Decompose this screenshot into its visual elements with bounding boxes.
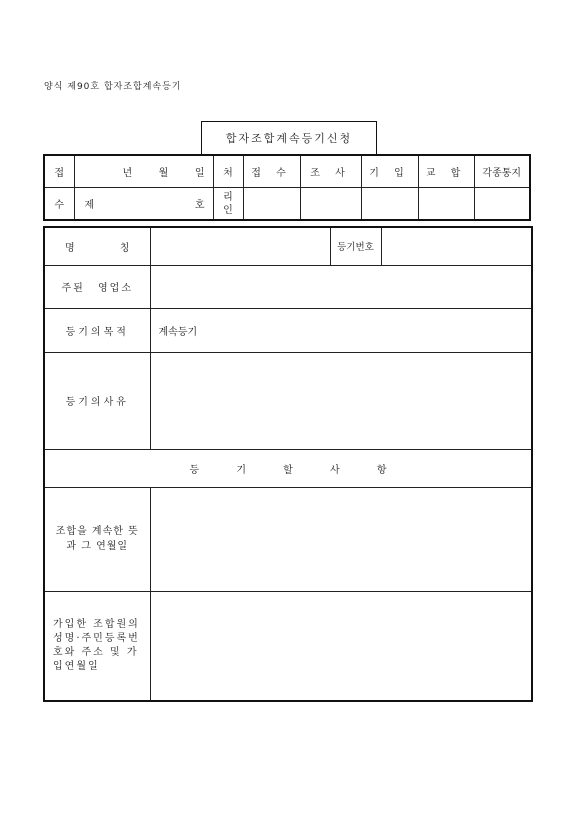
number-suffix-label: 호 — [194, 200, 205, 211]
form-title: 합자조합계속등기신청 — [201, 121, 377, 154]
purpose-label: 등기의목적 — [44, 308, 150, 352]
processor-label-cheo: 처 — [213, 155, 243, 188]
receipt-date-cell — [74, 155, 213, 188]
cell-collation-value[interactable] — [418, 188, 474, 221]
purpose-value[interactable]: 계속등기 — [150, 308, 532, 352]
month-label: 월 — [158, 168, 169, 179]
receipt-label-su: 수 — [44, 188, 74, 221]
receipt-label-jeop: 접 — [44, 155, 74, 188]
continuation-field[interactable] — [150, 487, 532, 591]
day-label: 일 — [194, 168, 205, 179]
cell-receipt-value[interactable] — [243, 188, 300, 221]
number-prefix-label: 제 — [84, 200, 95, 211]
form-number-label: 양식 제90호 합자조합계속등기 — [44, 82, 182, 92]
header-entry: 기 입 — [361, 155, 418, 188]
cell-entry-value[interactable] — [361, 188, 418, 221]
application-table — [43, 226, 533, 702]
year-label: 년 — [122, 168, 133, 179]
processor-label-in: 인 — [223, 204, 233, 216]
continuation-label: 조합을 계속한 뜻과 그 연월일 — [44, 487, 150, 591]
reason-field[interactable] — [150, 352, 532, 449]
main-office-label: 주된 영업소 — [44, 265, 150, 308]
header-collation: 교 합 — [418, 155, 474, 188]
cell-notices-value[interactable] — [474, 188, 530, 221]
cell-investigation-value[interactable] — [300, 188, 361, 221]
receipt-number-cell — [74, 188, 213, 221]
processor-label-ri: 리 — [223, 191, 233, 203]
new-member-label: 가입한 조합원의 성명·주민등록번호와 주소 및 가입연월일 — [44, 591, 150, 701]
name-label: 명 칭 — [44, 227, 150, 265]
receipt-table — [43, 154, 531, 221]
registration-number-field[interactable] — [381, 227, 532, 265]
section-header: 등 기 할 사 항 — [44, 449, 532, 487]
header-receipt: 접 수 — [243, 155, 300, 188]
main-office-field[interactable] — [150, 265, 532, 308]
reason-label: 등기의사유 — [44, 352, 150, 449]
registration-number-label: 등기번호 — [330, 227, 381, 265]
processor-seal-cell — [213, 188, 243, 221]
name-value-field[interactable] — [150, 227, 330, 265]
new-member-field[interactable] — [150, 591, 532, 701]
header-notices: 각종통지 — [474, 155, 530, 188]
header-investigation: 조 사 — [300, 155, 361, 188]
